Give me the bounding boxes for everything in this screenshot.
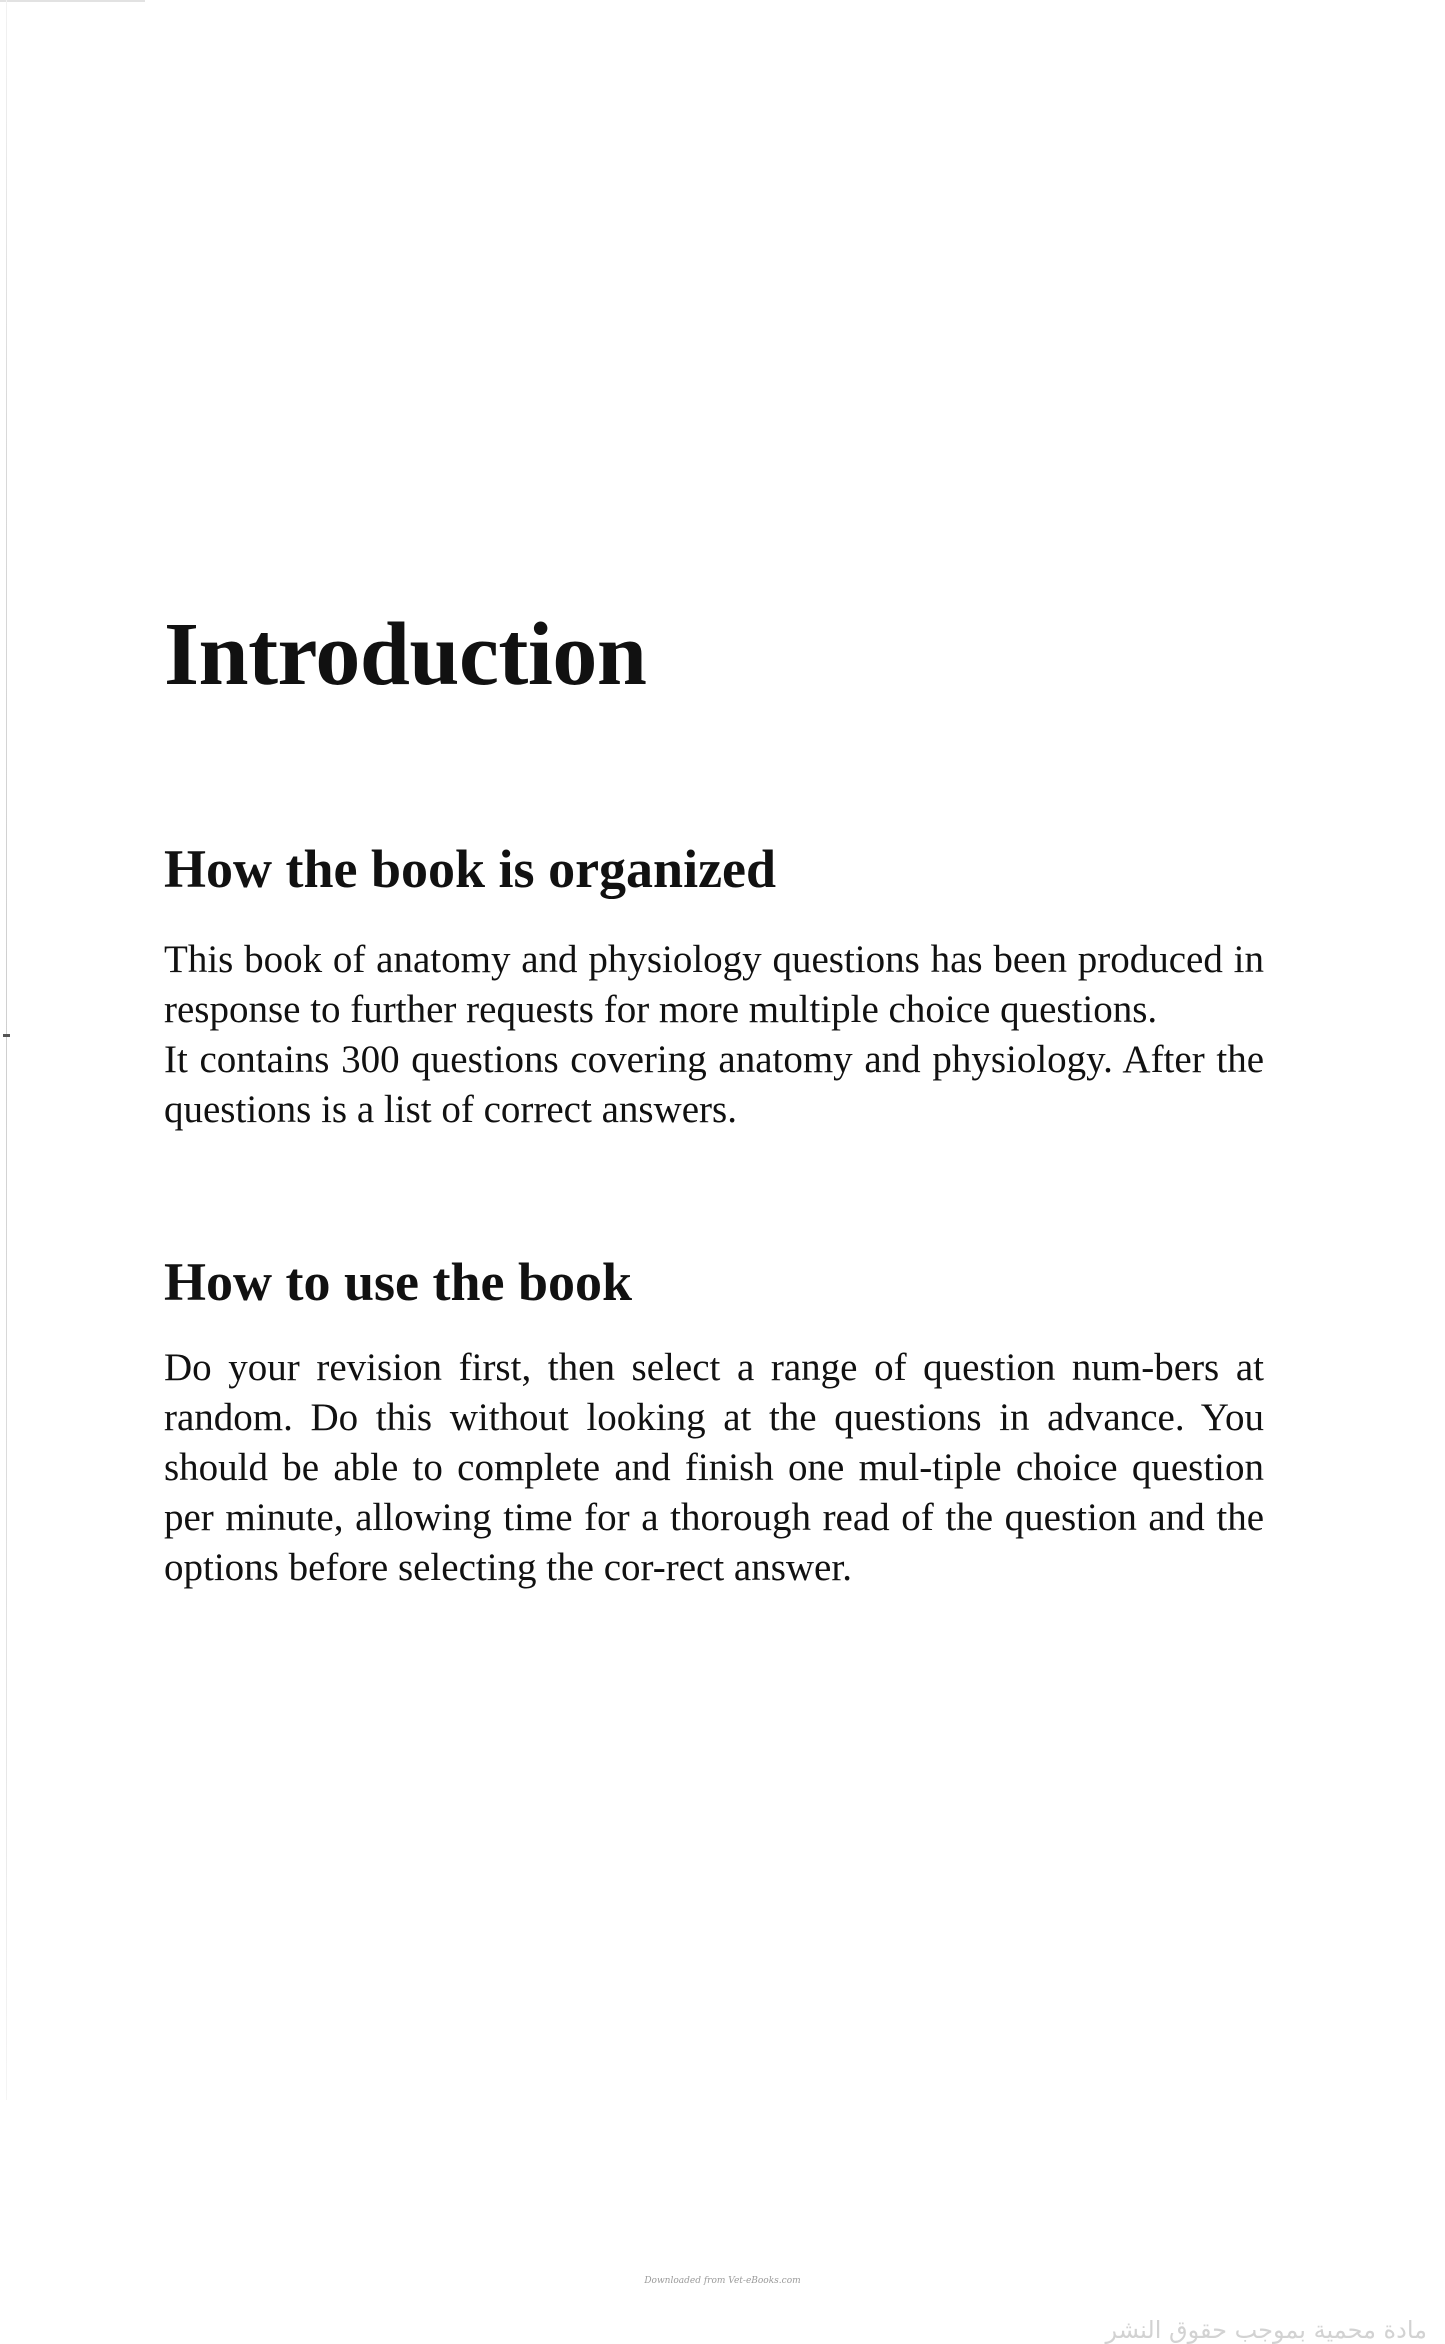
page-title: Introduction	[164, 605, 647, 704]
copyright-watermark: مادة محمية بموجب حقوق النشر	[1105, 2316, 1427, 2344]
scan-left-edge	[6, 0, 7, 2100]
page-content	[164, 605, 1264, 1593]
paragraph-organized-2: It contains 300 questions covering anatomy and physiology. After the questions is a list of correct answers.	[164, 1038, 1264, 1132]
paragraph-organized-1: This book of anatomy and physiology questions has been produced in response to further requests for more multiple choice questions.	[164, 938, 1264, 1032]
download-credit: Downloaded from Vet-eBooks.com	[644, 2276, 801, 2286]
paragraph-use: Do your revision first, then select a range of question num-bers at random. Do this without looking at the questions in advance. You should be able to complete and finish one mul-tiple choice question per minute, allowing time for a thorough read of the question and the options before selecting the cor-rect answer.	[164, 1345, 1264, 1589]
scan-top-edge	[0, 0, 145, 2]
binding-mark	[3, 1034, 10, 1037]
section-heading-use: How to use the book	[164, 1252, 633, 1313]
section-heading-organized: How the book is organized	[164, 839, 777, 899]
